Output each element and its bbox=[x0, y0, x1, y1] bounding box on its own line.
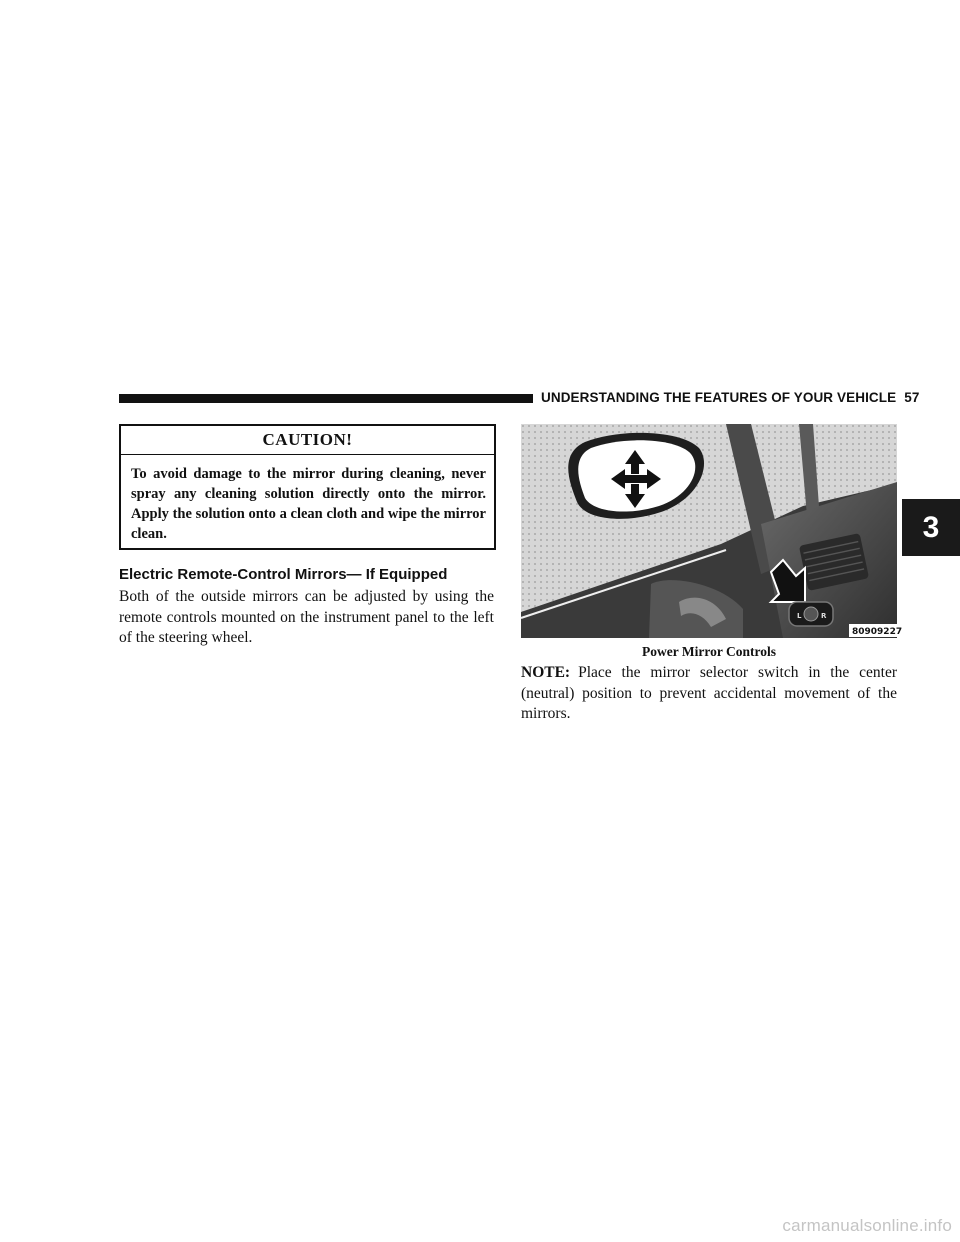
switch-label-right: R bbox=[821, 612, 827, 620]
mirror-controls-illustration bbox=[521, 424, 903, 638]
caution-box bbox=[119, 424, 496, 550]
figure-caption: Power Mirror Controls bbox=[642, 644, 776, 659]
switch-label-left: L bbox=[797, 612, 802, 620]
section-paragraph: Both of the outside mirrors can be adjusted by using the remote controls mounted on the instrument panel to the left of the steering wheel. bbox=[119, 588, 494, 646]
header-rule bbox=[119, 394, 533, 403]
caution-text: To avoid damage to the mirror during cleaning, never spray any cleaning solution directly onto the mirror. Apply the solution onto a clean cloth and wipe the mirror clean. bbox=[131, 466, 486, 542]
mirror-joystick-knob bbox=[804, 607, 818, 621]
caution-title: CAUTION! bbox=[121, 426, 494, 455]
section-heading: Electric Remote-Control Mirrors— If Equipped bbox=[119, 566, 448, 583]
note-paragraph bbox=[521, 663, 897, 725]
header-section-title: UNDERSTANDING THE FEATURES OF YOUR VEHICLE bbox=[541, 390, 897, 405]
figure-code: 80909227 bbox=[852, 627, 903, 637]
mirror-controls-drawing bbox=[521, 424, 903, 638]
running-header bbox=[541, 390, 919, 405]
page-number: 57 bbox=[904, 390, 920, 405]
chapter-tab: 3 bbox=[902, 499, 960, 556]
site-watermark: carmanualsonline.info bbox=[782, 1216, 952, 1235]
note-label: NOTE: bbox=[521, 664, 571, 681]
note-text: Place the mirror selector switch in the center (neutral) position to prevent accidental movement of the mirrors. bbox=[521, 664, 897, 722]
